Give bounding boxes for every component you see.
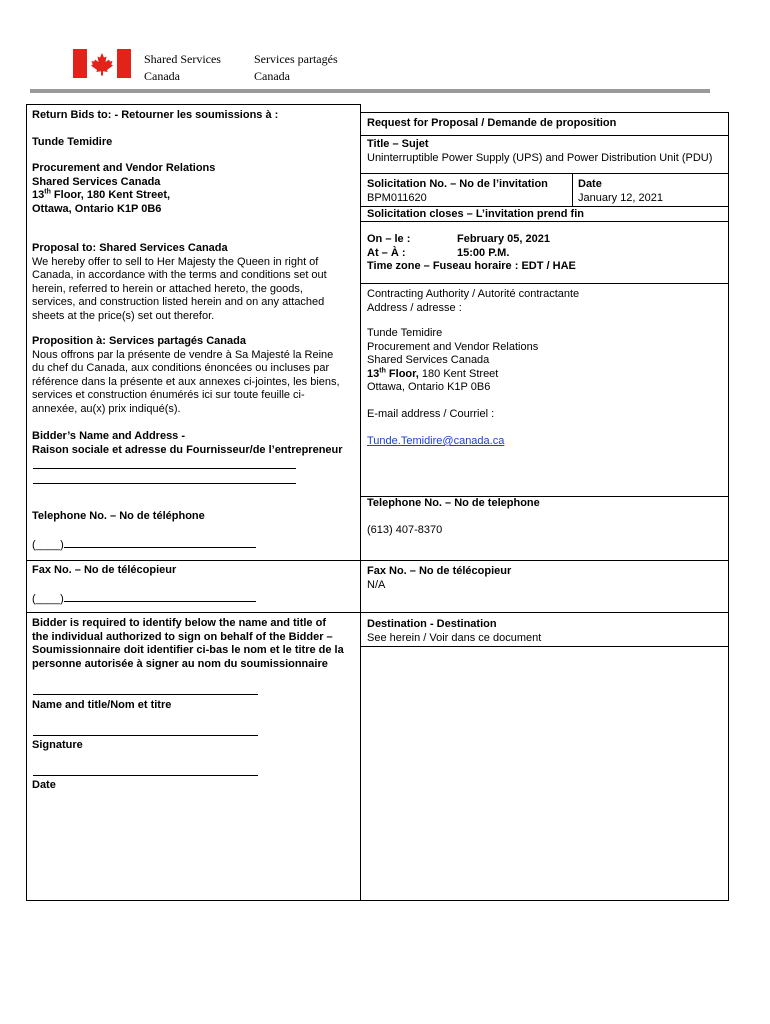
contact-fax-label: Fax No. – No de télécopieur: [367, 565, 512, 577]
title-value: Uninterruptible Power Supply (UPS) and Power Distribution Unit (PDU): [367, 151, 713, 164]
fax-label: Fax No. – No de télécopieur: [32, 564, 177, 576]
bidder-name-field-1[interactable]: [33, 457, 296, 469]
contact-telephone-value: (613) 407-8370: [367, 524, 443, 536]
telephone-label: Telephone No. – No de téléphone: [32, 510, 205, 522]
form-center-divider: [360, 104, 361, 901]
right-divider-2: [360, 173, 729, 174]
form-border-bottom: [26, 900, 729, 901]
solicitation-bottom-divider: [360, 206, 729, 207]
right-divider-6: [360, 560, 729, 561]
closing-date-block: [367, 233, 576, 274]
return-bids-heading: Return Bids to: - Retourner les soumissions à :: [32, 109, 279, 121]
telephone-field[interactable]: (____): [32, 537, 256, 551]
email-link[interactable]: Tunde.Temidire@canada.ca: [367, 435, 505, 447]
department-name-en: Shared Services Canada: [144, 52, 221, 83]
fax-field[interactable]: (____): [32, 591, 256, 605]
title-block: [367, 138, 712, 165]
name-title-label: Name and title/Nom et titre: [32, 699, 172, 711]
date-field[interactable]: [33, 765, 258, 776]
bidder-name-heading: Bidder’s Name and Address - Raison sociale et adresse du Fournisseur/de l’entrepreneur: [32, 430, 343, 456]
left-divider-2: [26, 612, 360, 613]
signature-label: Signature: [32, 739, 83, 751]
title-label: Title – Sujet: [367, 138, 429, 150]
form-border-top: [26, 104, 360, 105]
rfp-heading: Request for Proposal / Demande de proposition: [367, 117, 617, 129]
closes-label: Solicitation closes – L’invitation prend fin: [367, 208, 584, 220]
proposal-fr-heading: Proposition à: Services partagés Canada: [32, 335, 246, 347]
at-label: At – À :: [367, 246, 406, 259]
destination-block: [367, 618, 541, 645]
proposal-en: Proposal to: Shared Services Canada We hereby offer to sell to Her Majesty the Queen in right of Canada, in accordance with the terms and conditions set out herein, referred to herein or attached hereto, the goods, services, and construction listed herein and on any attached sheets at the price(s) set out therefor.: [32, 242, 327, 322]
signature-field[interactable]: [33, 725, 258, 736]
proposal-en-heading: Proposal to: Shared Services Canada: [32, 242, 228, 254]
right-divider-4: [360, 283, 729, 284]
destination-value: See herein / Voir dans ce document: [367, 631, 542, 644]
solicitation-value: BPM011620: [367, 191, 427, 204]
name-title-field[interactable]: [33, 684, 258, 695]
date-label: Date: [32, 779, 56, 791]
issue-date-value: January 12, 2021: [578, 191, 664, 204]
email-label: E-mail address / Courriel :: [367, 408, 495, 420]
contact-telephone-label: Telephone No. – No de telephone: [367, 497, 540, 509]
form-border-left: [26, 104, 27, 901]
at-value: 15:00 P.M.: [457, 246, 510, 259]
signatory-instructions: Bidder is required to identify below the name and title of the individual authorized to sign on behalf of the Bidder – Soumissionnaire doit identifier ci-bas le nom et le titre de la personne autorisée à signer au nom du soumissionnaire: [32, 617, 344, 670]
canada-flag-icon: [73, 49, 131, 78]
date-block: [578, 178, 663, 205]
contact-fax-value: N/A: [367, 578, 386, 591]
right-divider-7: [360, 612, 729, 613]
bidder-name-field-2[interactable]: [33, 472, 296, 484]
right-divider-8: [360, 646, 729, 647]
solicitation-block: [367, 178, 548, 205]
form-border-right: [728, 112, 729, 901]
contracting-authority-block: Contracting Authority / Autorité contractante Address / adresse :: [367, 288, 580, 314]
solicitation-label: Solicitation No. – No de l’invitation: [367, 178, 548, 190]
contact-fax-block: [367, 565, 511, 592]
department-name-fr: Services partagés Canada: [254, 52, 338, 83]
header-rule: [30, 89, 710, 93]
timezone: Time zone – Fuseau horaire : EDT / HAE: [367, 260, 576, 273]
left-divider-1: [26, 560, 360, 561]
right-divider-3: [360, 221, 729, 222]
issue-date-label: Date: [578, 178, 602, 190]
contact-name: Tunde Temidire: [32, 136, 113, 148]
contracting-address: Tunde Temidire Procurement and Vendor Relations Shared Services Canada 13th Floor, 180 Kent Street Ottawa, Ontario K1P 0B6: [367, 327, 539, 394]
on-value: February 05, 2021: [457, 233, 550, 245]
on-label: On – le :: [367, 233, 411, 245]
return-address: Procurement and Vendor Relations Shared Services Canada 13th Floor, 180 Kent Street, Ottawa, Ontario K1P 0B6: [32, 162, 216, 215]
form-border-top-right: [360, 112, 729, 113]
right-divider-1: [360, 135, 729, 136]
right-date-divider: [572, 173, 573, 206]
proposal-fr: Proposition à: Services partagés Canada Nous offrons par la présente de vendre à Sa Majesté la Reine du chef du Canada, aux conditions énoncées ou incluses par référence dans la présente et aux annexes ci-jointes, les biens, services et construction énumérés ici sur toute feuille ci- annexée, au(x) prix indiqué(s).: [32, 335, 340, 415]
destination-label: Destination - Destination: [367, 618, 497, 630]
